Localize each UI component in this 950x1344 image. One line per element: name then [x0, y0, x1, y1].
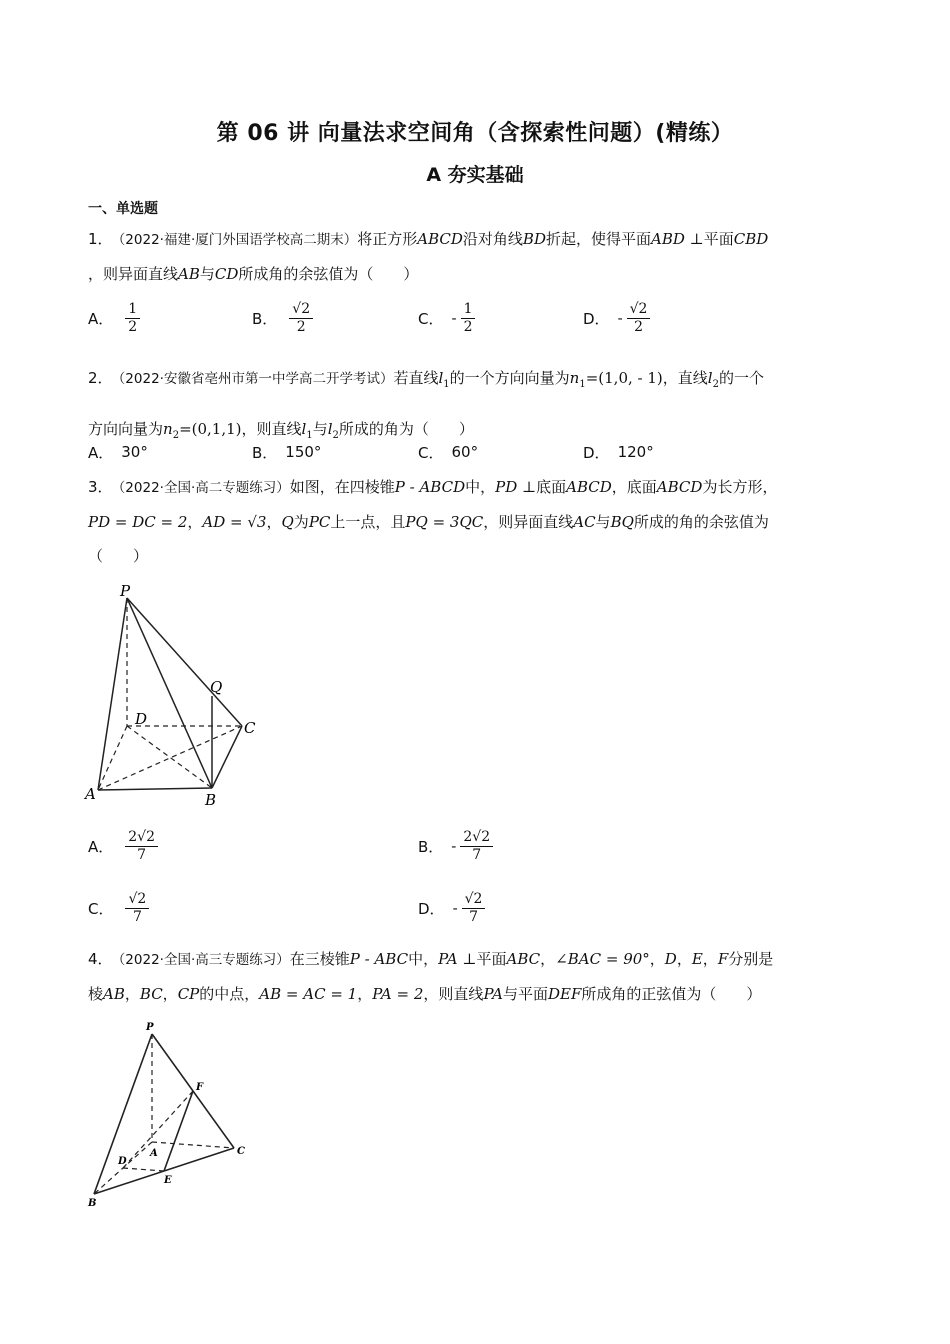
edge-df [123, 1091, 193, 1168]
edge-ab [98, 788, 212, 790]
question-1-text: 1． （2022·福建·厦门外国语学校高二期末）将正方形ABCD沿对角线BD折起，使得平面ABD ⊥平面CBD ，则异面直线AB与CD所成角的余弦值为（ ） [88, 230, 769, 283]
page-title: 第 06 讲 向量法求空间角（含探索性问题）(精练） [216, 121, 734, 146]
edge-de [123, 1168, 164, 1171]
q2-option-a: A． 30° [88, 443, 148, 462]
label-d: D [118, 1156, 127, 1167]
label-d: D [135, 710, 148, 728]
q3-option-a: A． $\frac{2√2}{7}$ [88, 826, 158, 866]
edge-pa [98, 598, 127, 790]
edge-fe [164, 1091, 193, 1171]
q1-option-d: D． - $\frac{√2}{2}$ [583, 298, 650, 338]
fraction: $\frac{√2}{2}$ [289, 301, 313, 336]
fraction: $\frac{1}{2}$ [125, 301, 140, 336]
figure-tetrahedron-pabc [82, 1016, 262, 1211]
label-b: B [205, 791, 217, 809]
fraction: $\frac{√2}{7}$ [125, 891, 149, 926]
q1-option-a: A． $\frac{1}{2}$ [88, 298, 140, 338]
label-p: P [146, 1022, 154, 1033]
question-4-text: 4． （2022·全国·高三专题练习）在三棱锥P - ABC中，PA ⊥平面ABC，∠BAC = 90°，D，E，F分别是 棱AB，BC，CP的中点，AB = AC = 1，PA = 2，则直线PA与平面DEF所成角的正弦值为（ ） [88, 950, 774, 1003]
edge-ac [152, 1142, 234, 1148]
q1-option-c: C． - $\frac{1}{2}$ [418, 298, 475, 338]
q2-option-c: C． 60° [418, 443, 479, 462]
fraction: $\frac{2√2}{7}$ [460, 829, 493, 864]
label-e: E [164, 1175, 172, 1186]
question-3-text: 3． （2022·全国·高二专题练习）如图，在四棱锥P - ABCD中，PD ⊥底面ABCD，底面ABCD为长方形， PD = DC = 2，AD = √3，Q为PC上一点，且PQ = 3QC，则异面直线AC与BQ所成的角的余弦值为 （ ） [88, 478, 778, 565]
question-2-text: 2． （2022·安徽省亳州市第一中学高二开学考试）若直线$l_1$的一个方向向量为$n_1=(1,0$, - 1)，直线$l_2$的一个 方向向量为$n_2=(0,1,1)$，则直线$l_1$与$l_2$所成的角为（ ） [88, 369, 764, 441]
q2-option-b: B． 150° [252, 443, 322, 462]
q3-option-d: D． - $\frac{√2}{7}$ [418, 888, 485, 928]
edge-db [127, 726, 212, 788]
q3-option-c: C． $\frac{√2}{7}$ [88, 888, 149, 928]
q1-option-b: B． $\frac{√2}{2}$ [252, 298, 313, 338]
label-q: Q [210, 678, 223, 696]
q2-option-d: D． 120° [583, 443, 654, 462]
label-c: C [244, 719, 256, 737]
label-p: P [120, 582, 131, 600]
label-b: B [88, 1198, 97, 1209]
fraction: $\frac{√2}{7}$ [462, 891, 486, 926]
label-f: F [196, 1082, 204, 1093]
fraction: $\frac{1}{2}$ [461, 301, 476, 336]
section-heading: 一、单选题 [88, 201, 158, 217]
edge-ac [98, 726, 242, 790]
label-a: A [150, 1148, 158, 1159]
fraction: $\frac{2√2}{7}$ [125, 829, 158, 864]
edge-bc [212, 726, 242, 788]
edge-pb [127, 598, 212, 788]
q3-option-b: B． - $\frac{2√2}{7}$ [418, 826, 493, 866]
label-c: C [237, 1146, 245, 1157]
page-subtitle: A 夯实基础 [426, 164, 524, 186]
label-a: A [85, 785, 96, 803]
figure-pyramid-pabcd [80, 580, 280, 815]
edge-pc [127, 598, 242, 726]
fraction: $\frac{√2}{2}$ [627, 301, 651, 336]
